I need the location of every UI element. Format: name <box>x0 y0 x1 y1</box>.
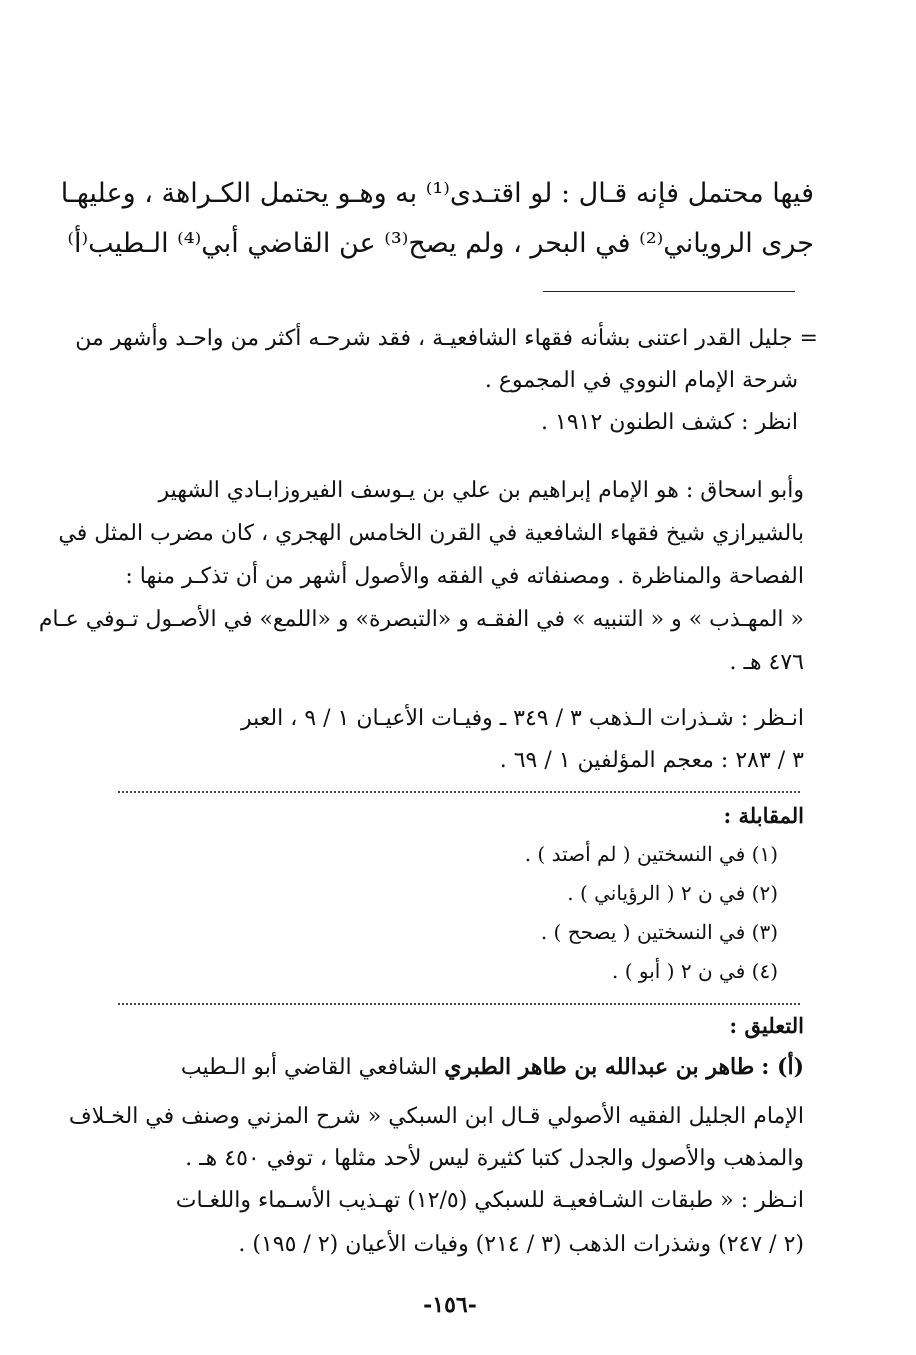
abu-ishaq-line-5: ٤٧٦ هـ . <box>729 650 804 675</box>
collation-heading: المقابلة : <box>723 803 804 828</box>
abu-ishaq-line-3: الفصاحة والمناظرة . ومصنفاته في الفقه والأصول أشهر من أن تذكـر منها : <box>125 564 804 589</box>
footnote-cont-line-2: شرحة الإمام النووي في المجموع . <box>484 368 798 393</box>
refs-line-2: ٣ / ٢٨٣ : معجم المؤلفين ١ / ٦٩ . <box>499 748 804 773</box>
abu-ishaq-line-1: وأبو اسحاق : هو الإمام إبراهيم بن علي بن يـوسف الفيروزابـادي الشهير <box>158 478 804 503</box>
footnote-cont-line-1: = جليل القدر اعتنى بشأنه فقهاء الشافعيـة ، فقد شرحـه أكثر من واحـد وأشهر من <box>75 326 818 351</box>
refs-line-1: انـظر : شـذرات الـذهب ٣ / ٣٤٩ ـ وفيـات الأعيـان ١ / ٩ ، العبر <box>241 706 804 731</box>
commentary-line-2: الإمام الجليل الفقيه الأصولي قـال ابن السبكي « شرح المزني وصنف في الخـلاف <box>68 1104 804 1129</box>
commentary-line-5: (٢ / ٢٤٧) وشذرات الذهب (٣ / ٢١٤) وفيات الأعيان (٢ / ١٩٥) . <box>238 1232 804 1257</box>
page-number: -١٥٦- <box>423 1292 477 1318</box>
dotted-separator-2 <box>118 1003 800 1005</box>
commentary-marker: (أ) : <box>761 1054 804 1080</box>
footnote-separator <box>543 291 795 292</box>
dotted-separator-1 <box>118 791 800 793</box>
abu-ishaq-line-4: « المهـذب » و « التنبيه » في الفقـه و «التبصرة» و «اللمع» في الأصـول تـوفي عـام <box>38 607 804 632</box>
commentary-heading: التعليق : <box>729 1013 804 1038</box>
commentary-line-1-rest: الشافعي القاضي أبو الـطيب <box>180 1055 438 1080</box>
footnote-cont-line-3: انظر : كشف الطنون ١٩١٢ . <box>541 410 798 435</box>
commentary-line-3: والمذهب والأصول والجدل كتبا كثيرة ليس لأحد مثلها ، توفي ٤٥٠ هـ . <box>185 1146 804 1171</box>
main-text-line-1: فيها محتمل فإنه قـال : لو اقتـدى⁽¹⁾ به وهـو يحتمل الكـراهة ، وعليهـا <box>60 178 814 209</box>
collation-item-1: (١) في النسختين ( لم أصتد ) . <box>524 842 778 866</box>
abu-ishaq-line-2: بالشيرازي شيخ فقهاء الشافعية في القرن الخامس الهجري ، كان مضرب المثل في <box>58 521 804 546</box>
commentary-line-1 <box>114 1054 804 1081</box>
collation-item-4: (٤) في ن ٢ ( أبو ) . <box>612 959 778 983</box>
collation-item-3: (٣) في النسختين ( يصحح ) . <box>540 920 778 944</box>
commentary-line-4: انـظر : « طبقات الشـافعيـة للسبكي (١٢/٥) تهـذيب الأسـماء واللغـات <box>175 1188 804 1213</box>
collation-item-2: (٢) في ن ٢ ( الرؤياني ) . <box>567 881 778 905</box>
main-text-line-2: جرى الروياني⁽²⁾ في البحر ، ولم يصح⁽³⁾ عن القاضي أبي⁽⁴⁾ الـطيب⁽أ⁾ <box>67 228 814 259</box>
commentary-name: طاهر بن عبدالله بن طاهر الطبري <box>444 1054 755 1080</box>
